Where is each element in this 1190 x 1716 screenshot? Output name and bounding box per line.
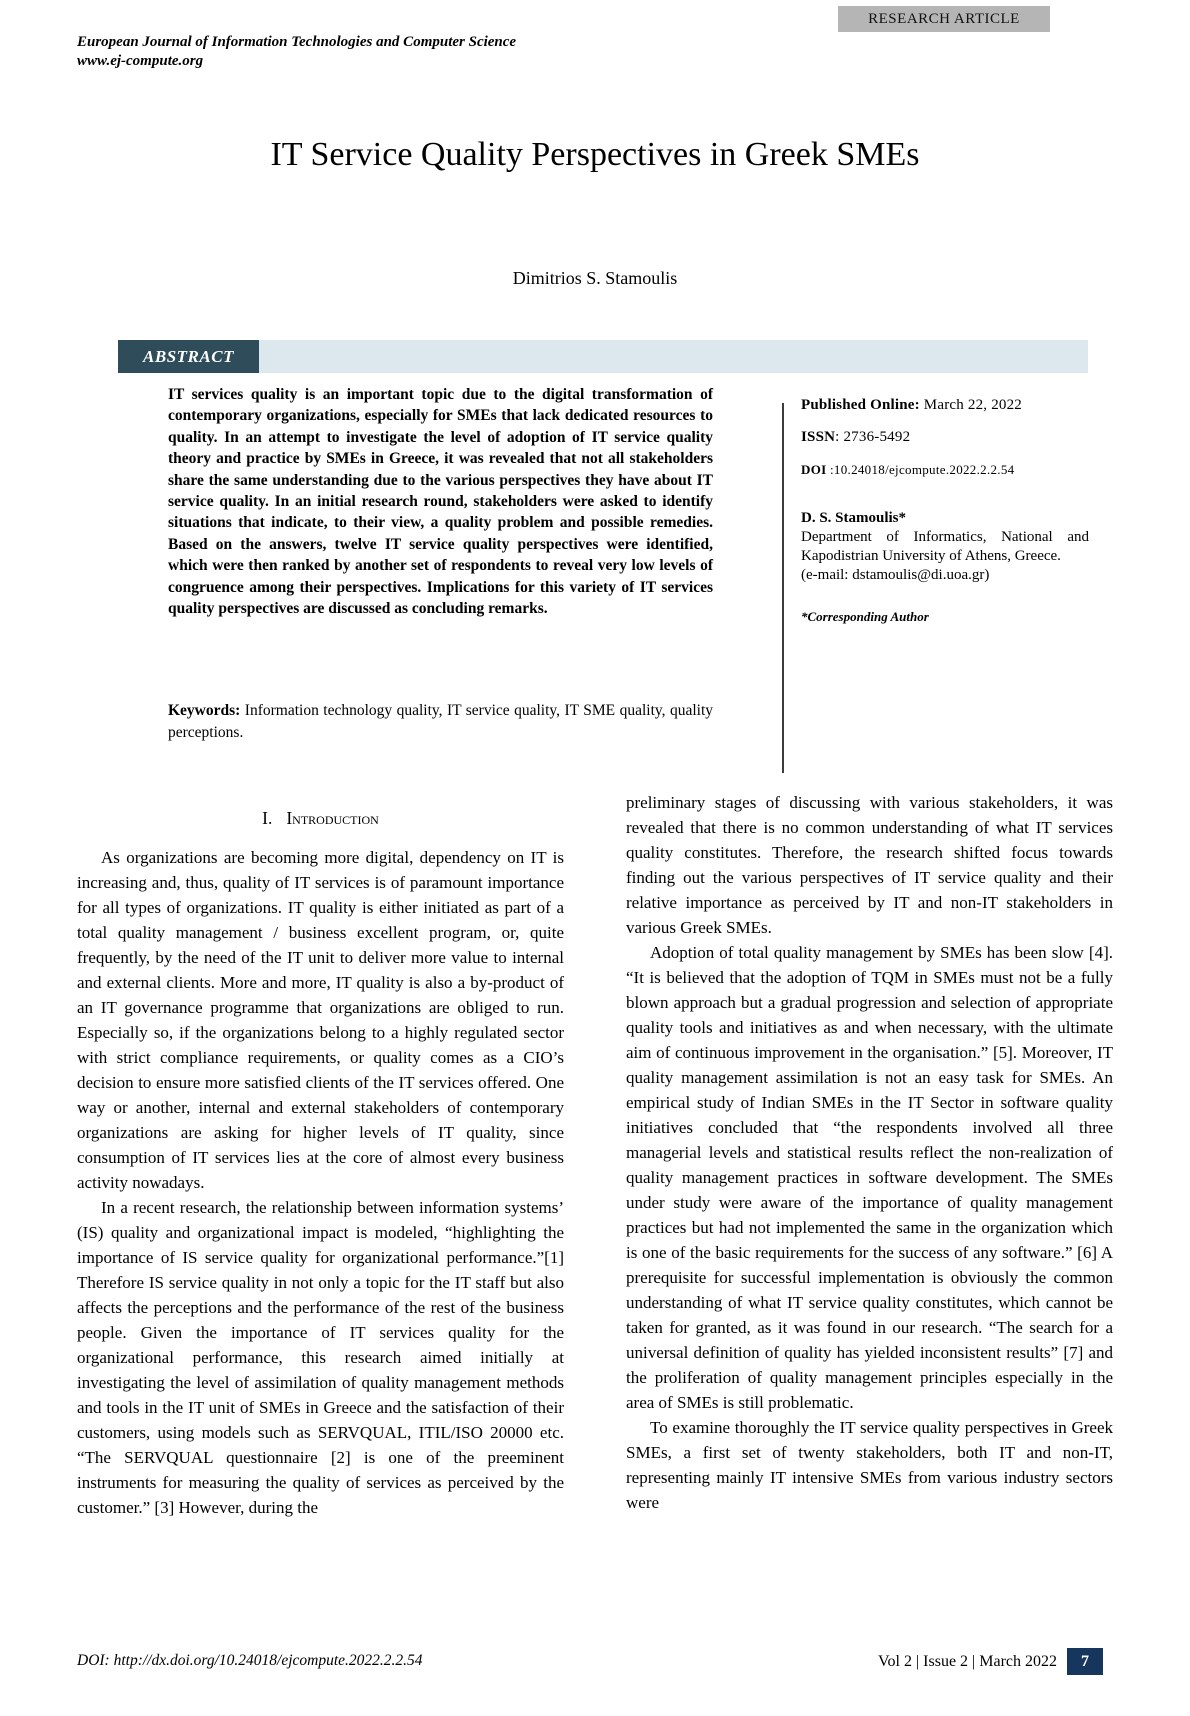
published-online-label: Published Online:: [801, 397, 920, 413]
journal-name: European Journal of Information Technologies and Computer Science: [77, 34, 517, 50]
paper-title: IT Service Quality Perspectives in Greek SMEs: [270, 136, 920, 173]
section-title: Introduction: [286, 808, 379, 828]
abstract-body: IT services quality is an important topic due to the digital transformation of contemporary organizations, especially for SMEs that lack dedicated resources to quality. In an attempt to investigate the level of adoption of IT service quality theory and practice by SMEs in Greece, it was revealed that not all stakeholders share the same understanding due to the various perspectives they have about IT service quality. In an initial research round, stakeholders were asked to identify situations that indicate, to their view, a quality problem and possible remedies. Based on the answers, twelve IT service quality perspectives were identified, which were then ranked by another set of respondents to reveal very low levels of congruence among their perspectives. Implications for this variety of IT services quality perspectives are discussed as concluding remarks.: [168, 386, 713, 618]
abstract-sidebar-divider: [782, 403, 784, 773]
footer-doi: DOI: http://dx.doi.org/10.24018/ejcompute.2022.2.2.54: [77, 1652, 423, 1669]
keywords-block: [168, 700, 713, 744]
published-online-value: March 22, 2022: [919, 397, 1023, 413]
sidebar-author-name: D. S. Stamoulis*: [801, 510, 907, 526]
footer-issue-block: [878, 1648, 1103, 1675]
journal-website: www.ej-compute.org: [77, 53, 204, 69]
sidebar-affiliation: Department of Informatics, National and Kapodistrian University of Athens, Greece.: [801, 529, 1089, 564]
body-paragraph: preliminary stages of discussing with various stakeholders, it was revealed that there is no common understanding of what IT services quality constitutes. Therefore, the research shifted focus towards finding out the various perspectives of IT service quality and their relative importance as perceived by IT and non-IT stakeholders in various Greek SMEs.: [626, 793, 1113, 937]
corresponding-author-block: [801, 509, 1089, 585]
body-column-right: [626, 790, 1113, 1515]
keywords-label: Keywords:: [168, 702, 241, 719]
page-number-badge: 7: [1067, 1648, 1103, 1675]
footer-volume-info: Vol 2 | Issue 2 | March 2022: [878, 1652, 1057, 1670]
body-paragraph: As organizations are becoming more digital, dependency on IT is increasing and, thus, quality of IT services is of paramount importance for all types of organizations. IT quality is either initiated as part of a total quality management / business excellent program, or, quite frequently, by the need of the IT unit to deliver more value to internal and external clients. More and more, IT quality is also a by-product of an IT governance programme that organizations are obliged to run. Especially so, if the organizations belong to a highly regulated sector with strict compliance requirements, or quality comes as a CIO’s decision to ensure more satisfied clients of the IT services offered. One way or another, internal and external stakeholders of contemporary organizations are asking for higher levels of IT quality, since consumption of IT services lies at the core of almost every business activity nowadays.: [77, 848, 564, 1192]
issn-value: : 2736-5492: [835, 429, 911, 445]
corresponding-author-note: *Corresponding Author: [801, 609, 929, 624]
sidebar-email: (e-mail: dstamoulis@di.uoa.gr): [801, 567, 990, 583]
issn-label: ISSN: [801, 429, 836, 445]
section-heading-introduction: [77, 806, 564, 831]
body-paragraph: To examine thoroughly the IT service quality perspectives in Greek SMEs, a first set of twenty stakeholders, both IT and non-IT, representing mainly IT intensive SMEs from various industry sectors were: [626, 1418, 1113, 1512]
abstract-heading-accent-bar: [259, 340, 1088, 373]
body-paragraph: Adoption of total quality management by SMEs has been slow [4]. “It is believed that the adoption of TQM in SMEs must not be a fully blown approach but a gradual progression and selection of appropriate quality tools and initiatives as and when necessary, with the ultimate aim of continuous improvement in the organisation.” [5]. Moreover, IT quality management assimilation is not an easy task for SMEs. An empirical study of Indian SMEs in the IT Sector in software quality initiatives concluded that “the respondents involved all three managerial levels and statistical results reflect the non-realization of quality management practices in software development. The SMEs under study were aware of the importance of quality management practices but had not implemented the same in the organization which is one of the basic requirements for the success of any software.” [6] A prerequisite for successful implementation is obviously the common understanding of what IT service quality constitutes, which cannot be taken for granted, as it was found in our research. “The search for a universal definition of quality has yielded inconsistent results” [7] and the proliferation of quality management principles especially in the area of SMEs is still problematic.: [626, 943, 1113, 1412]
doi-value: :10.24018/ejcompute.2022.2.2.54: [826, 462, 1015, 477]
research-article-badge: RESEARCH ARTICLE: [838, 6, 1050, 32]
publication-info-sidebar: [801, 396, 1089, 626]
body-column-left: [77, 806, 564, 1520]
published-online-line: [801, 396, 1089, 415]
author-name: Dimitrios S. Stamoulis: [512, 268, 678, 288]
abstract-header-bar: [118, 340, 1088, 373]
body-paragraph: In a recent research, the relationship between information systems’ (IS) quality and organizational impact is modeled, “highlighting the importance of IS service quality for organizational performance.”[1] Therefore IS service quality in not only a topic for the IT staff but also affects the perceptions and the performance of the rest of the business people. Given the importance of IT services quality for the organizational performance, this research aimed initially at investigating the level of assimilation of quality management methods and tools in the IT unit of SMEs in Greece and the satisfaction of their customers, using models such as SERVQUAL, ITIL/ISO 20000 etc. “The SERVQUAL questionnaire [2] is one of the preeminent instruments for measuring the quality of services as perceived by the customer.” [3] However, during the: [77, 1198, 564, 1517]
journal-header: [77, 33, 516, 71]
issn-line: [801, 428, 1089, 447]
doi-label: DOI: [801, 462, 827, 477]
keywords-text: Information technology quality, IT service quality, IT SME quality, quality perceptions.: [168, 702, 713, 741]
abstract-heading: ABSTRACT: [118, 340, 259, 373]
doi-line: [801, 460, 1089, 479]
section-number: I.: [262, 808, 273, 828]
